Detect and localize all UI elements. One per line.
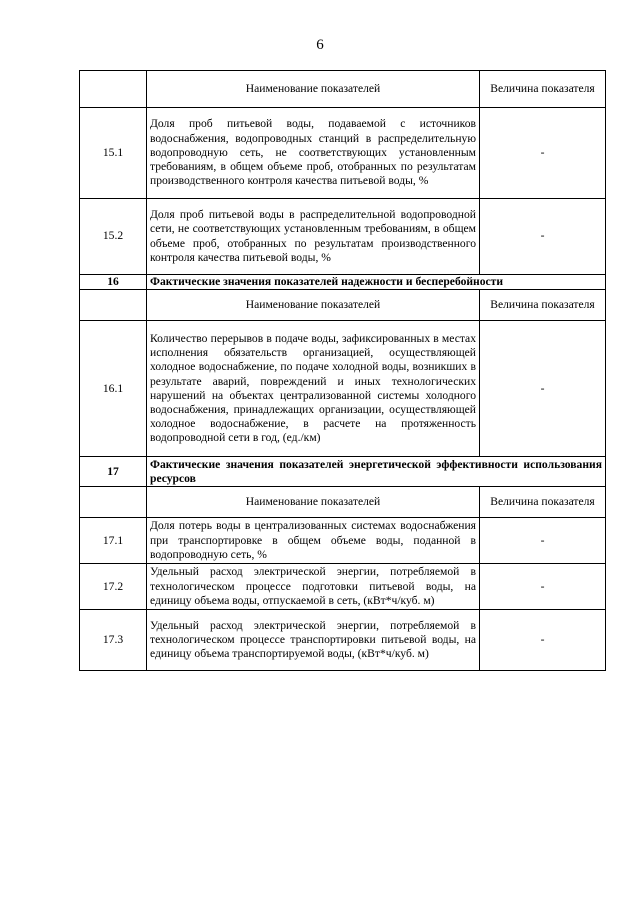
indicators-table xyxy=(79,70,606,671)
header-value-cell: Величина показателя xyxy=(480,71,606,108)
row-number: 16.1 xyxy=(80,321,147,457)
table-header-row xyxy=(80,290,606,321)
row-value: - xyxy=(480,518,606,564)
table-row xyxy=(80,199,606,275)
table-row xyxy=(80,564,606,610)
row-description: Доля проб питьевой воды в распределительной водопроводной сети, не соответствующих установленным требованиям, в общем объеме проб, отобранных по результатам производственного контроля качества питьевой воды, % xyxy=(147,199,480,275)
row-description: Количество перерывов в подаче воды, зафиксированных в местах исполнения обязательств организацией, осуществляющей холодное водоснабжение, по подаче холодной воды, возникших в результате аварий, повреждений и иных технологических нарушений на объектах централизованной системы холодного водоснабжения, принадлежащих организации, осуществляющей холодное водоснабжение, в расчете на протяженность водопроводной сети в год, (ед./км) xyxy=(147,321,480,457)
header-num-cell xyxy=(80,290,147,321)
section-number: 17 xyxy=(80,457,147,487)
table-header-row xyxy=(80,71,606,108)
header-value-cell: Величина показателя xyxy=(480,487,606,518)
row-number: 15.1 xyxy=(80,108,147,199)
row-value: - xyxy=(480,199,606,275)
section-number: 16 xyxy=(80,275,147,290)
row-description: Удельный расход электрической энергии, потребляемой в технологическом процессе транспортировки питьевой воды, на единицу объема транспортируемой воды, (кВт*ч/куб. м) xyxy=(147,610,480,671)
row-value: - xyxy=(480,321,606,457)
table-row xyxy=(80,108,606,199)
section-row-17 xyxy=(80,457,606,487)
row-value: - xyxy=(480,108,606,199)
table-row xyxy=(80,610,606,671)
header-num-cell xyxy=(80,487,147,518)
row-description: Доля проб питьевой воды, подаваемой с источников водоснабжения, водопроводных станций в распределительную водопроводную сеть, не соответствующих установленным требованиям, в общем объеме проб, отобранных по результатам производственного контроля качества питьевой воды, % xyxy=(147,108,480,199)
row-number: 17.3 xyxy=(80,610,147,671)
header-name-cell: Наименование показателей xyxy=(147,71,480,108)
row-number: 17.2 xyxy=(80,564,147,610)
row-value: - xyxy=(480,564,606,610)
row-description: Доля потерь воды в централизованных системах водоснабжения при транспортировке в общем объеме воды, поданной в водопроводную сеть, % xyxy=(147,518,480,564)
table-header-row xyxy=(80,487,606,518)
table-row xyxy=(80,518,606,564)
header-name-cell: Наименование показателей xyxy=(147,290,480,321)
section-title: Фактические значения показателей надежности и бесперебойности xyxy=(147,275,606,290)
page-number: 6 xyxy=(316,37,324,53)
header-value-cell: Величина показателя xyxy=(480,290,606,321)
table-row xyxy=(80,321,606,457)
row-description: Удельный расход электрической энергии, потребляемой в технологическом процессе подготовки питьевой воды, на единицу объема воды, отпускаемой в сеть, (кВт*ч/куб. м) xyxy=(147,564,480,610)
header-name-cell: Наименование показателей xyxy=(147,487,480,518)
row-number: 15.2 xyxy=(80,199,147,275)
section-row-16 xyxy=(80,275,606,290)
section-title: Фактические значения показателей энергетической эффективности использования ресурсов xyxy=(147,457,606,487)
row-value: - xyxy=(480,610,606,671)
row-number: 17.1 xyxy=(80,518,147,564)
header-num-cell xyxy=(80,71,147,108)
